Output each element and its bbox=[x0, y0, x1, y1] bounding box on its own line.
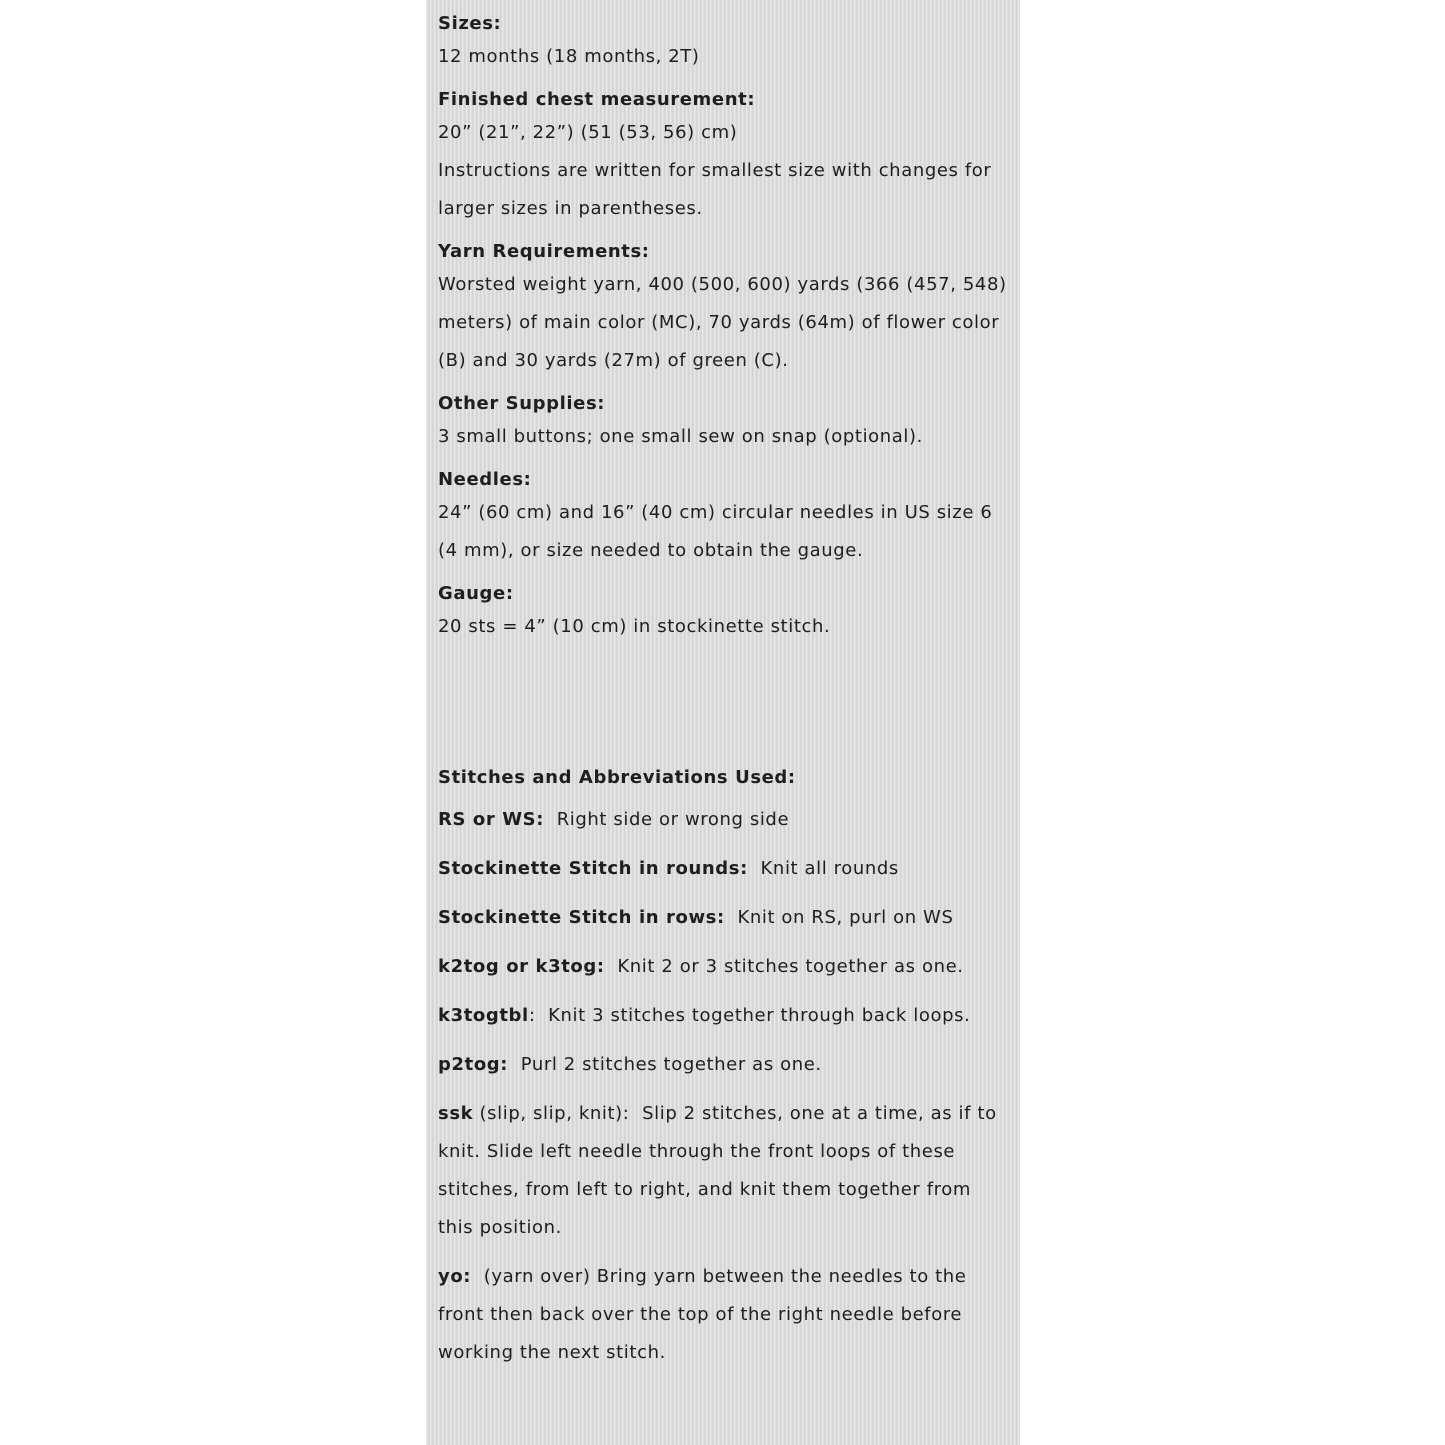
section-heading: Needles: bbox=[438, 469, 532, 490]
sizes-section bbox=[438, 10, 1013, 76]
abbreviation-item-k2tog bbox=[438, 948, 1013, 986]
gauge-section bbox=[438, 580, 1013, 646]
abbreviation-definition: working the next stitch. bbox=[438, 1342, 666, 1363]
pattern-content bbox=[438, 10, 1013, 1383]
section-heading: Sizes: bbox=[438, 13, 502, 34]
other-supplies-section bbox=[438, 390, 1013, 456]
abbreviation-definition: Knit on RS, purl on WS bbox=[737, 907, 954, 928]
abbreviation-item-p2tog bbox=[438, 1046, 1013, 1084]
chest-measurement-section bbox=[438, 86, 1013, 228]
section-text: meters) of main color (MC), 70 yards (64m) of flower color bbox=[438, 312, 1000, 333]
section-text: larger sizes in parentheses. bbox=[438, 198, 703, 219]
abbreviation-item-yo bbox=[438, 1258, 1013, 1372]
section-text: Instructions are written for smallest size with changes for bbox=[438, 160, 992, 181]
abbreviation-definition: Knit 2 or 3 stitches together as one. bbox=[617, 956, 964, 977]
section-text: 20” (21”, 22”) (51 (53, 56) cm) bbox=[438, 122, 738, 143]
abbreviation-item-ssk bbox=[438, 1095, 1013, 1247]
section-text: 12 months (18 months, 2T) bbox=[438, 46, 700, 67]
section-text: (B) and 30 yards (27m) of green (C). bbox=[438, 350, 789, 371]
abbreviation-term: p2tog: bbox=[438, 1054, 509, 1075]
abbreviation-definition: Knit 3 stitches together through back loops. bbox=[548, 1005, 971, 1026]
abbreviation-term: Stockinette Stitch in rounds: bbox=[438, 858, 748, 879]
abbreviation-term: RS or WS: bbox=[438, 809, 545, 830]
section-text: 20 sts = 4” (10 cm) in stockinette stitch. bbox=[438, 616, 831, 637]
abbreviations-heading: Stitches and Abbreviations Used: bbox=[438, 767, 796, 788]
abbreviation-item-stockinette-rounds bbox=[438, 850, 1013, 888]
section-text: Worsted weight yarn, 400 (500, 600) yards (366 (457, 548) bbox=[438, 274, 1007, 295]
abbreviation-definition: Right side or wrong side bbox=[556, 809, 790, 830]
section-spacer bbox=[438, 656, 1013, 761]
yarn-requirements-section bbox=[438, 238, 1013, 380]
abbreviation-definition: this position. bbox=[438, 1217, 562, 1238]
section-heading: Yarn Requirements: bbox=[438, 241, 650, 262]
needles-section bbox=[438, 466, 1013, 570]
abbreviation-definition: Purl 2 stitches together as one. bbox=[520, 1054, 822, 1075]
abbreviation-term: ssk bbox=[438, 1103, 474, 1124]
section-heading: Other Supplies: bbox=[438, 393, 606, 414]
abbreviation-definition: stitches, from left to right, and knit them together from bbox=[438, 1179, 972, 1200]
section-text: 3 small buttons; one small sew on snap (optional). bbox=[438, 426, 923, 447]
abbreviation-item-rs-ws bbox=[438, 801, 1013, 839]
abbreviation-term: yo: bbox=[438, 1266, 472, 1287]
abbreviation-item-k3togtbl bbox=[438, 997, 1013, 1035]
section-heading: Gauge: bbox=[438, 583, 514, 604]
abbreviation-definition: knit. Slide left needle through the front loops of these bbox=[438, 1141, 956, 1162]
abbreviation-term: k3togtbl bbox=[438, 1005, 529, 1026]
section-text: 24” (60 cm) and 16” (40 cm) circular needles in US size 6 bbox=[438, 502, 993, 523]
abbreviation-term: Stockinette Stitch in rows: bbox=[438, 907, 725, 928]
section-heading: Finished chest measurement: bbox=[438, 89, 756, 110]
abbreviation-definition: Knit all rounds bbox=[760, 858, 899, 879]
abbreviation-definition: front then back over the top of the right needle before bbox=[438, 1304, 963, 1325]
abbreviation-definition: (yarn over) Bring yarn between the needles to the bbox=[483, 1266, 967, 1287]
abbreviation-definition: Slip 2 stitches, one at a time, as if to bbox=[642, 1103, 997, 1124]
abbreviation-note: : bbox=[528, 1005, 536, 1026]
abbreviation-item-stockinette-rows bbox=[438, 899, 1013, 937]
abbreviation-note: (slip, slip, knit): bbox=[479, 1103, 630, 1124]
abbreviation-term: k2tog or k3tog: bbox=[438, 956, 605, 977]
section-text: (4 mm), or size needed to obtain the gauge. bbox=[438, 540, 864, 561]
